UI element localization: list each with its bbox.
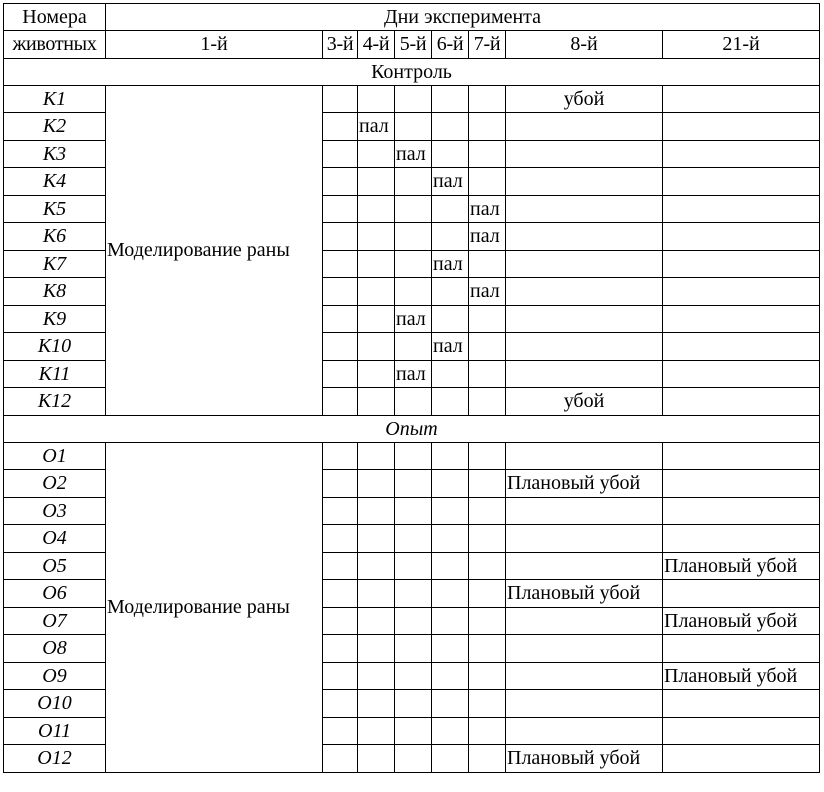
experiment-group [4, 415, 820, 772]
day-cell-8 [506, 497, 663, 525]
day-cell-5 [395, 690, 432, 718]
day-cell-4: пал [358, 113, 395, 141]
day-cell-5 [395, 113, 432, 141]
animal-id: О3 [4, 497, 106, 525]
day-cell-6 [432, 195, 469, 223]
day-cell-7 [469, 168, 506, 196]
day-cell-5 [395, 580, 432, 608]
day-cell-6 [432, 360, 469, 388]
day-cell-4 [358, 690, 395, 718]
day-cell-3 [323, 470, 358, 498]
day-cell-7 [469, 690, 506, 718]
header-day-1: 1-й [106, 31, 323, 59]
day-cell-5 [395, 333, 432, 361]
day-cell-3 [323, 195, 358, 223]
day-cell-5 [395, 250, 432, 278]
animal-id: К6 [4, 223, 106, 251]
day-cell-4 [358, 580, 395, 608]
day-cell-8 [506, 442, 663, 470]
day-cell-4 [358, 278, 395, 306]
day-cell-5 [395, 607, 432, 635]
animal-id: О12 [4, 745, 106, 773]
day-cell-21 [663, 168, 820, 196]
day-cell-7 [469, 333, 506, 361]
day-cell-6 [432, 305, 469, 333]
day-cell-21 [663, 140, 820, 168]
day-cell-7 [469, 470, 506, 498]
animal-id: О1 [4, 442, 106, 470]
day-cell-4 [358, 388, 395, 416]
day-cell-6 [432, 580, 469, 608]
day-cell-8 [506, 690, 663, 718]
day-cell-5 [395, 525, 432, 553]
day-cell-21 [663, 305, 820, 333]
day-cell-6: пал [432, 168, 469, 196]
day-cell-6 [432, 223, 469, 251]
animal-id: О5 [4, 552, 106, 580]
day-cell-8: Плановый убой [506, 470, 663, 498]
day-cell-4 [358, 333, 395, 361]
day-cell-5 [395, 662, 432, 690]
header-day-7: 7-й [469, 31, 506, 59]
animal-id: О8 [4, 635, 106, 663]
day-cell-4 [358, 223, 395, 251]
day-cell-8 [506, 552, 663, 580]
day-cell-21 [663, 580, 820, 608]
animal-id: К7 [4, 250, 106, 278]
day-cell-21 [663, 278, 820, 306]
day-cell-6 [432, 85, 469, 113]
day-cell-5 [395, 388, 432, 416]
day-cell-4 [358, 497, 395, 525]
experiment-schedule-table [3, 3, 820, 773]
day-cell-6: пал [432, 250, 469, 278]
day-cell-5 [395, 470, 432, 498]
day-cell-6 [432, 113, 469, 141]
header-animals-line2: животных [4, 31, 106, 59]
section-row-experiment [4, 415, 820, 442]
day-cell-4 [358, 470, 395, 498]
day-cell-4 [358, 717, 395, 745]
day-cell-3 [323, 223, 358, 251]
day-cell-4 [358, 662, 395, 690]
day-cell-21 [663, 195, 820, 223]
day-cell-3 [323, 140, 358, 168]
table-row [4, 85, 820, 113]
control-group [4, 58, 820, 415]
day-cell-4 [358, 745, 395, 773]
day-cell-21 [663, 470, 820, 498]
day-cell-6 [432, 552, 469, 580]
day-cell-8 [506, 140, 663, 168]
header-day-4: 4-й [358, 31, 395, 59]
day-cell-7 [469, 442, 506, 470]
day-cell-5: пал [395, 360, 432, 388]
day-cell-3 [323, 85, 358, 113]
day-cell-3 [323, 552, 358, 580]
day-cell-8 [506, 223, 663, 251]
day-cell-21 [663, 525, 820, 553]
animal-id: О9 [4, 662, 106, 690]
day-cell-21 [663, 360, 820, 388]
day-cell-5 [395, 442, 432, 470]
section-row-control [4, 58, 820, 85]
day-cell-6: пал [432, 333, 469, 361]
day-cell-6 [432, 470, 469, 498]
day-cell-7 [469, 580, 506, 608]
day-cell-6 [432, 607, 469, 635]
animal-id: К11 [4, 360, 106, 388]
day-cell-5 [395, 85, 432, 113]
day-cell-6 [432, 745, 469, 773]
day-cell-4 [358, 635, 395, 663]
day-cell-6 [432, 525, 469, 553]
day-cell-21: Плановый убой [663, 552, 820, 580]
day-cell-3 [323, 333, 358, 361]
day-cell-8 [506, 360, 663, 388]
day-cell-5 [395, 745, 432, 773]
day-cell-7 [469, 745, 506, 773]
day-cell-5: пал [395, 305, 432, 333]
day-cell-8 [506, 305, 663, 333]
header-row-1 [4, 4, 820, 31]
day-cell-21 [663, 113, 820, 141]
day-cell-5 [395, 635, 432, 663]
day-cell-5 [395, 552, 432, 580]
animal-id: О10 [4, 690, 106, 718]
day-cell-21 [663, 85, 820, 113]
day-cell-8: убой [506, 85, 663, 113]
day-cell-8 [506, 525, 663, 553]
day-cell-6 [432, 662, 469, 690]
section-title-experiment: Опыт [4, 415, 820, 442]
section-title-control: Контроль [4, 58, 820, 85]
day-cell-8 [506, 168, 663, 196]
header-days-title: Дни эксперимента [106, 4, 820, 31]
day-cell-4 [358, 168, 395, 196]
day-cell-8: убой [506, 388, 663, 416]
day-cell-5: пал [395, 140, 432, 168]
day-cell-6 [432, 140, 469, 168]
day-cell-4 [358, 195, 395, 223]
animal-id: К12 [4, 388, 106, 416]
day-cell-3 [323, 497, 358, 525]
day-cell-21 [663, 388, 820, 416]
day-cell-7 [469, 388, 506, 416]
animal-id: О6 [4, 580, 106, 608]
day-cell-21 [663, 442, 820, 470]
day-cell-7 [469, 305, 506, 333]
animal-id: О2 [4, 470, 106, 498]
animal-id: К3 [4, 140, 106, 168]
day-cell-4 [358, 525, 395, 553]
day-cell-3 [323, 113, 358, 141]
day-cell-8 [506, 635, 663, 663]
procedure-cell: Моделирование раны [106, 85, 323, 415]
day-cell-6 [432, 690, 469, 718]
animal-id: К10 [4, 333, 106, 361]
day-cell-4 [358, 250, 395, 278]
animal-id: К8 [4, 278, 106, 306]
day-cell-7: пал [469, 278, 506, 306]
day-cell-5 [395, 278, 432, 306]
day-cell-7: пал [469, 195, 506, 223]
day-cell-5 [395, 223, 432, 251]
day-cell-21 [663, 745, 820, 773]
day-cell-8 [506, 662, 663, 690]
day-cell-21 [663, 635, 820, 663]
day-cell-3 [323, 717, 358, 745]
day-cell-3 [323, 525, 358, 553]
day-cell-6 [432, 635, 469, 663]
day-cell-4 [358, 607, 395, 635]
day-cell-7 [469, 140, 506, 168]
day-cell-21 [663, 717, 820, 745]
day-cell-3 [323, 745, 358, 773]
day-cell-4 [358, 442, 395, 470]
day-cell-4 [358, 360, 395, 388]
animal-id: О11 [4, 717, 106, 745]
day-cell-21 [663, 250, 820, 278]
day-cell-5 [395, 497, 432, 525]
header-row-2 [4, 31, 820, 59]
day-cell-6 [432, 497, 469, 525]
day-cell-7 [469, 360, 506, 388]
day-cell-21 [663, 690, 820, 718]
day-cell-7 [469, 552, 506, 580]
day-cell-8 [506, 607, 663, 635]
day-cell-7 [469, 85, 506, 113]
day-cell-3 [323, 168, 358, 196]
day-cell-6 [432, 442, 469, 470]
day-cell-8 [506, 333, 663, 361]
day-cell-7 [469, 662, 506, 690]
day-cell-8 [506, 195, 663, 223]
day-cell-21: Плановый убой [663, 607, 820, 635]
animal-id: К1 [4, 85, 106, 113]
header-day-6: 6-й [432, 31, 469, 59]
day-cell-5 [395, 168, 432, 196]
day-cell-4 [358, 85, 395, 113]
day-cell-6 [432, 278, 469, 306]
day-cell-6 [432, 388, 469, 416]
day-cell-7 [469, 607, 506, 635]
day-cell-3 [323, 305, 358, 333]
day-cell-7: пал [469, 223, 506, 251]
day-cell-8: Плановый убой [506, 745, 663, 773]
animal-id: К9 [4, 305, 106, 333]
animal-id: О4 [4, 525, 106, 553]
day-cell-3 [323, 662, 358, 690]
day-cell-21 [663, 223, 820, 251]
day-cell-3 [323, 388, 358, 416]
animal-id: О7 [4, 607, 106, 635]
day-cell-3 [323, 580, 358, 608]
day-cell-5 [395, 717, 432, 745]
table-row [4, 442, 820, 470]
day-cell-8: Плановый убой [506, 580, 663, 608]
day-cell-8 [506, 278, 663, 306]
day-cell-8 [506, 113, 663, 141]
day-cell-8 [506, 717, 663, 745]
header-day-3: 3-й [323, 31, 358, 59]
day-cell-21: Плановый убой [663, 662, 820, 690]
day-cell-4 [358, 305, 395, 333]
day-cell-4 [358, 552, 395, 580]
day-cell-8 [506, 250, 663, 278]
header-day-21: 21-й [663, 31, 820, 59]
day-cell-3 [323, 690, 358, 718]
day-cell-3 [323, 607, 358, 635]
day-cell-6 [432, 717, 469, 745]
day-cell-7 [469, 497, 506, 525]
header-day-8: 8-й [506, 31, 663, 59]
day-cell-7 [469, 717, 506, 745]
day-cell-3 [323, 250, 358, 278]
day-cell-7 [469, 250, 506, 278]
day-cell-4 [358, 140, 395, 168]
animal-id: К4 [4, 168, 106, 196]
day-cell-7 [469, 113, 506, 141]
day-cell-3 [323, 635, 358, 663]
procedure-cell: Моделирование раны [106, 442, 323, 772]
animal-id: К5 [4, 195, 106, 223]
animal-id: К2 [4, 113, 106, 141]
day-cell-3 [323, 360, 358, 388]
day-cell-21 [663, 333, 820, 361]
day-cell-3 [323, 278, 358, 306]
header-animals-line1: Номера [4, 4, 106, 31]
day-cell-3 [323, 442, 358, 470]
day-cell-7 [469, 525, 506, 553]
header-day-5: 5-й [395, 31, 432, 59]
day-cell-7 [469, 635, 506, 663]
day-cell-5 [395, 195, 432, 223]
day-cell-21 [663, 497, 820, 525]
